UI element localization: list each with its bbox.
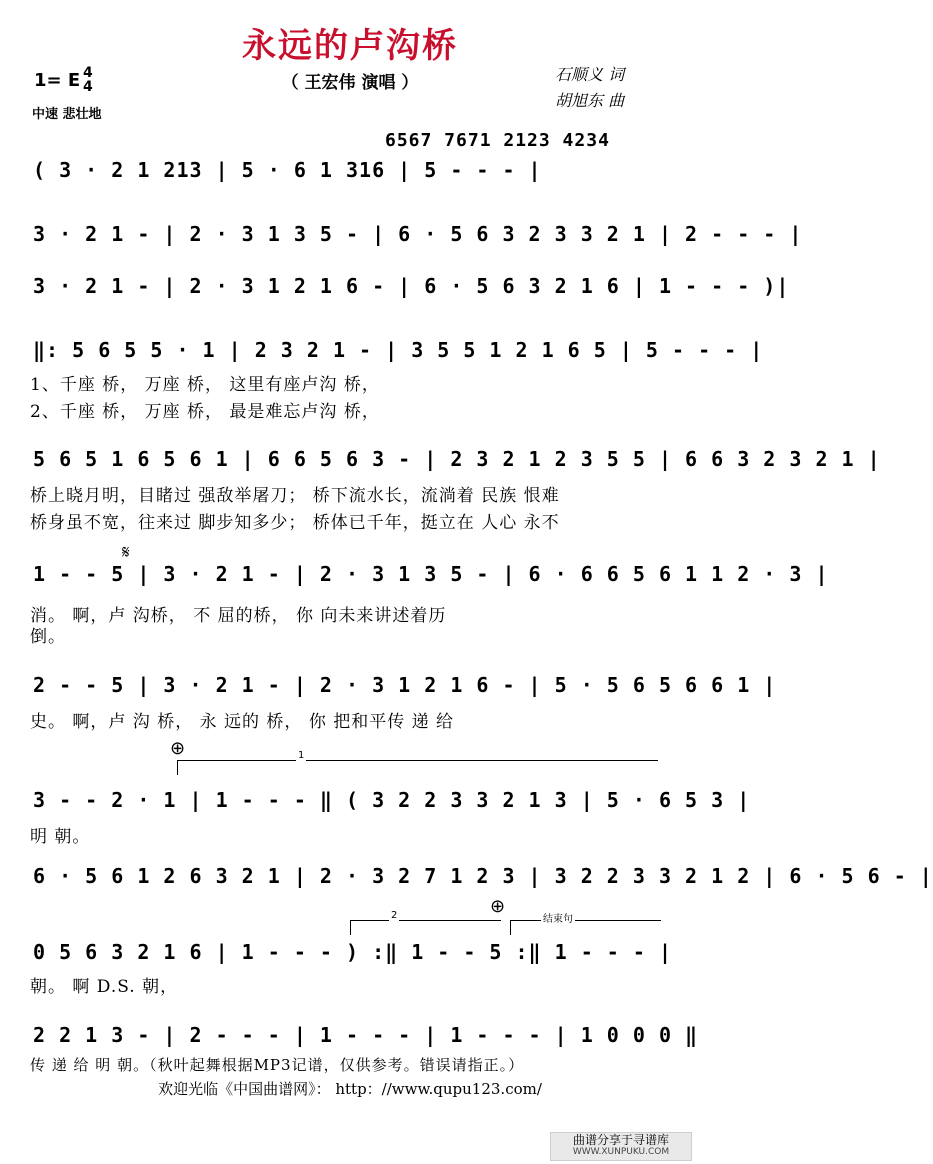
time-top: 4 bbox=[83, 65, 93, 81]
score-line-1: ( 3 · 2 1 213 | 5 · 6 1 316 | 5 - - - | bbox=[33, 158, 542, 182]
score-line-2: 3 · 2 1 - | 2 · 3 1 3 5 - | 6 · 5 6 3 2 3 3 2 1 | 2 - - - | bbox=[33, 222, 803, 246]
score-line-3: 3 · 2 1 - | 2 · 3 1 2 1 6 - | 6 · 5 6 3 2 1 6 | 1 - - - )| bbox=[33, 274, 790, 298]
ending-label: 结束句 bbox=[541, 910, 575, 925]
coda-sign: ⊕ bbox=[170, 738, 186, 759]
stamp-cn: 曲谱分享于寻谱库 bbox=[572, 1133, 669, 1147]
segno-sign: 𝄋 bbox=[122, 542, 130, 563]
score-line-4: ‖: 5 6 5 5 · 1 | 2 3 2 1 - | 3 5 5 1 2 1 6 5 | 5 - - - | bbox=[33, 338, 764, 362]
lyric-line-7: 史。 啊，卢 沟 桥， 永 远的 桥， 你 把和平传 递 给 bbox=[30, 712, 455, 732]
lyricist-credit: 石顺义 词 bbox=[555, 65, 625, 84]
stamp-en: WWW.XUNPUKU.COM bbox=[572, 1147, 670, 1157]
lyric-line-11: 传 递 给 明 朝。（秋叶起舞根据MP3记谱，仅供参考。错误请指正。） bbox=[30, 1056, 525, 1074]
lyric-line-6a: 消。 啊，卢 沟桥， 不 屈的桥， 你 向未来讲述着历 bbox=[30, 606, 447, 626]
lyric-line-4b: 2、千座 桥， 万座 桥， 最是难忘卢沟 桥， bbox=[30, 402, 380, 422]
key-signature: 1= E bbox=[34, 70, 81, 91]
volta-2-bracket bbox=[350, 910, 501, 935]
composer-credit: 胡旭东 曲 bbox=[555, 91, 625, 110]
score-line-7: 2 - - 5 | 3 · 2 1 - | 2 · 3 1 2 1 6 - | 5 · 5 6 5 6 6 1 | bbox=[33, 673, 777, 697]
lyric-line-10: 朝。 啊 D.S. 朝， bbox=[30, 977, 179, 997]
intro-pickup: 6567 7671 2123 4234 bbox=[385, 130, 610, 151]
time-signature bbox=[83, 66, 93, 94]
song-title: 永远的卢沟桥 bbox=[242, 26, 458, 66]
score-line-5: 5 6 5 1 6 5 6 1 | 6 6 5 6 3 - | 2 3 2 1 2 3 5 5 | 6 6 3 2 3 2 1 | bbox=[33, 447, 881, 471]
watermark-stamp bbox=[550, 1132, 692, 1161]
performer-subtitle: （ 王宏伟 演唱 ） bbox=[281, 73, 419, 93]
volta-1-bracket bbox=[177, 750, 658, 775]
ending-bracket bbox=[510, 914, 661, 935]
website-footer: 欢迎光临《中国曲谱网》： http：//www.qupu123.com/ bbox=[158, 1080, 542, 1098]
tempo-marking: 中速 悲壮地 bbox=[32, 107, 102, 122]
score-line-10: 0 5 6 3 2 1 6 | 1 - - - ) :‖ 1 - - 5 :‖ 1 - - - | bbox=[33, 940, 673, 964]
score-line-11: 2 2 1 3 - | 2 - - - | 1 - - - | 1 - - - | 1 0 0 0 ‖ bbox=[33, 1023, 699, 1047]
lyric-line-5a: 桥上晓月明，目睹过 强敌举屠刀； 桥下流水长，流淌着 民族 恨难 bbox=[30, 486, 560, 506]
lyric-line-8: 明 朝。 bbox=[30, 827, 91, 847]
time-bottom: 4 bbox=[83, 79, 93, 95]
coda-sign-2: ⊕ bbox=[490, 896, 506, 917]
lyric-line-5b: 桥身虽不宽，往来过 脚步知多少； 桥体已千年，挺立在 人心 永不 bbox=[30, 513, 560, 533]
score-line-9: 6 · 5 6 1 2 6 3 2 1 | 2 · 3 2 7 1 2 3 | 3 2 2 3 3 2 1 2 | 6 · 5 6 - | bbox=[33, 864, 933, 888]
volta-1-label: 1 bbox=[298, 750, 305, 761]
volta-2-label: 2 bbox=[391, 910, 398, 921]
score-line-6: 1 - - 5 | 3 · 2 1 - | 2 · 3 1 3 5 - | 6 · 6 6 5 6 1 1 2 · 3 | bbox=[33, 562, 829, 586]
lyric-line-4a: 1、千座 桥， 万座 桥， 这里有座卢沟 桥， bbox=[30, 375, 380, 395]
score-line-8: 3 - - 2 · 1 | 1 - - - ‖ ( 3 2 2 3 3 2 1 3 | 5 · 6 5 3 | bbox=[33, 788, 751, 812]
lyric-line-6b: 倒。 bbox=[30, 627, 66, 647]
